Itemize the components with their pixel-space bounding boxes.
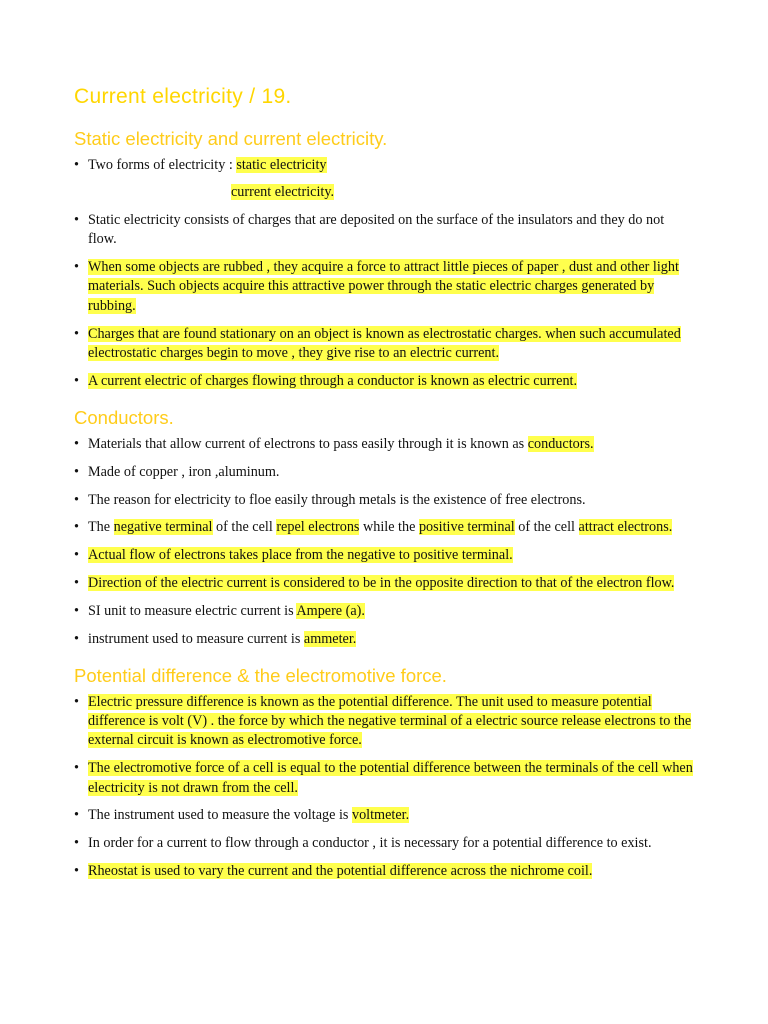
bullet-list — [74, 693, 694, 881]
bullet-list — [74, 156, 694, 391]
list-item — [74, 693, 694, 751]
list-item — [74, 630, 694, 649]
list-item — [74, 435, 694, 454]
highlighted-text: repel electrons — [276, 519, 360, 536]
item-text: In order for a current to flow through a conductor , it is necessary for a potential difference to exist. — [88, 835, 652, 852]
section-heading: Potential difference & the electromotive force. — [74, 664, 447, 686]
highlighted-text: A current electric of charges flowing through a conductor is known as electric current. — [88, 372, 578, 389]
highlighted-text: conductors. — [527, 435, 594, 452]
list-item — [74, 574, 694, 593]
indented-line — [88, 183, 694, 202]
item-text: SI unit to measure electric current is — [88, 602, 297, 619]
item-text: while the — [359, 519, 419, 536]
document-title: Current electricity / 19. — [74, 85, 292, 108]
item-text: Static electricity consists of charges that are deposited on the surface of the insulators and they do not flow. — [88, 212, 665, 248]
item-text: Two forms of electricity : — [88, 157, 237, 173]
list-item — [74, 463, 694, 482]
item-text: The reason for electricity to floe easily through metals is the existence of free electrons. — [88, 491, 586, 508]
highlighted-text: static electricity — [236, 157, 327, 173]
highlighted-text: negative terminal — [113, 519, 213, 536]
section-conductors — [74, 405, 694, 649]
item-text: Made of copper , iron ,aluminum. — [88, 463, 280, 480]
highlighted-text: current electricity. — [231, 184, 335, 201]
section-heading: Conductors. — [74, 406, 174, 428]
list-item — [74, 862, 694, 881]
list-item — [74, 372, 694, 391]
list-item — [74, 258, 694, 316]
list-item — [74, 518, 694, 537]
highlighted-text: positive terminal — [418, 519, 515, 536]
item-text: of the cell — [212, 519, 277, 536]
highlighted-text: Rheostat is used to vary the current and the potential difference across the nichrome coil. — [88, 862, 593, 879]
list-item — [74, 759, 694, 798]
section-heading: Static electricity and current electricity. — [74, 128, 388, 149]
item-text: The instrument used to measure the voltage is — [88, 807, 352, 824]
list-item — [74, 834, 694, 853]
highlighted-text: Direction of the electric current is considered to be in the opposite direction to that of the electron flow. — [88, 574, 675, 591]
list-item — [74, 156, 694, 203]
list-item — [74, 806, 694, 825]
highlighted-text: Electric pressure difference is known as the potential difference. The unit used to measure potential difference is volt (V) . the force by which the negative terminal of a electric source release electrons to the external circuit is known as electromotive force. — [88, 693, 692, 749]
highlighted-text: attract electrons. — [578, 519, 673, 536]
highlighted-text: ammeter. — [303, 630, 357, 647]
list-item — [74, 325, 694, 364]
item-text: of the cell — [514, 519, 579, 536]
section-potential-difference — [74, 663, 694, 881]
highlighted-text: voltmeter. — [351, 807, 410, 824]
highlighted-text: The electromotive force of a cell is equal to the potential difference between the terminals of the cell when electricity is not drawn from the cell. — [88, 760, 693, 796]
bullet-list — [74, 435, 694, 649]
highlighted-text: Actual flow of electrons takes place from the negative to positive terminal. — [88, 547, 513, 564]
list-item — [74, 491, 694, 510]
list-item — [74, 211, 694, 250]
section-static-current — [74, 126, 694, 391]
list-item — [74, 602, 694, 621]
item-text: Materials that allow current of electrons to pass easily through it is known as — [88, 435, 528, 452]
highlighted-text: Charges that are found stationary on an object is known as electrostatic charges. when such accumulated electrostatic charges begin to move , they give rise to an electric current. — [88, 325, 681, 361]
highlighted-text: When some objects are rubbed , they acquire a force to attract little pieces of paper , dust and other light materials. Such objects acquire this attractive power through the static electric charges generated by rubbing. — [88, 259, 679, 314]
highlighted-text: Ampere (a). — [296, 602, 365, 619]
list-item — [74, 546, 694, 565]
item-text: The — [88, 519, 114, 536]
item-text: instrument used to measure current is — [88, 630, 304, 647]
